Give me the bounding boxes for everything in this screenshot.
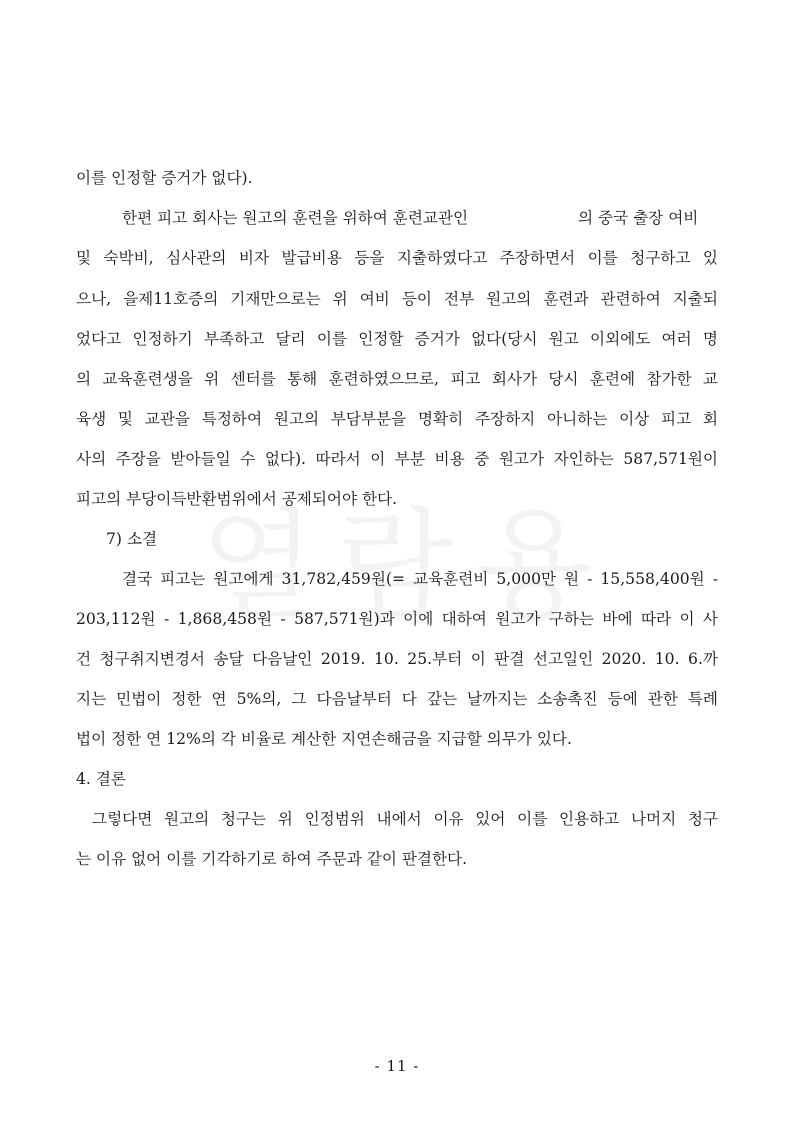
paragraph-line: 사의 주장을 받아들일 수 없다). 따라서 이 부분 비용 중 원고가 자인하는 587,571원이: [76, 450, 718, 468]
paragraph-line: 법이 정한 연 12%의 각 비율로 계산한 지연손해금을 지급할 의무가 있다.: [76, 730, 572, 748]
paragraph-line: 었다고 인정하기 부족하고 달리 이를 인정할 증거가 없다(당시 원고 이외에도 여러 명: [76, 330, 718, 348]
paragraph-line: 한편 피고 회사는 원고의 훈련을 위하여 훈련교관인: [122, 209, 469, 227]
paragraph-line: 지는 민법이 정한 연 5%의, 그 다음날부터 다 갚는 날까지는 소송촉진 등에 관한 특례: [76, 690, 718, 708]
paragraph-line: 건 청구취지변경서 송달 다음날인 2019. 10. 25.부터 이 판결 선고일인 2020. 10. 6.까: [76, 650, 718, 668]
paragraph-line: 으나, 을제11호증의 기재만으로는 위 여비 등이 전부 원고의 훈련과 관련하여 지출되: [76, 290, 718, 308]
paragraph-line: 결국 피고는 원고에게 31,782,459원(= 교육훈련비 5,000만 원 - 15,558,400원 -: [122, 570, 718, 588]
paragraph-line: 그렇다면 원고의 청구는 위 인정범위 내에서 이유 있어 이를 인용하고 나머지 청구: [92, 810, 718, 828]
paragraph-line: 피고의 부당이득반환범위에서 공제되어야 한다.: [76, 490, 398, 508]
paragraph-line: 는 이유 없어 이를 기각하기로 하여 주문과 같이 판결한다.: [76, 850, 468, 868]
paragraph-line: 의 교육훈련생을 위 센터를 통해 훈련하였으므로, 피고 회사가 당시 훈련에 참가한 교: [76, 370, 718, 388]
section-heading: 7) 소결: [106, 530, 158, 548]
paragraph-line: 203,112원 - 1,868,458원 - 587,571원)과 이에 대하여 원고가 구하는 바에 따라 이 사: [76, 610, 718, 628]
paragraph-line: 및 숙박비, 심사관의 비자 발급비용 등을 지출하였다고 주장하면서 이를 청구하고 있: [76, 249, 718, 267]
paragraph-line: 이를 인정할 증거가 없다).: [76, 169, 253, 187]
page-number: - 11 -: [374, 1057, 420, 1075]
section-heading: 4. 결론: [76, 770, 126, 788]
paragraph-line: 의 중국 출장 여비: [578, 209, 699, 227]
paragraph-line: 육생 및 교관을 특정하여 원고의 부담부분을 명확히 주장하지 아니하는 이상 피고 회: [76, 410, 718, 428]
